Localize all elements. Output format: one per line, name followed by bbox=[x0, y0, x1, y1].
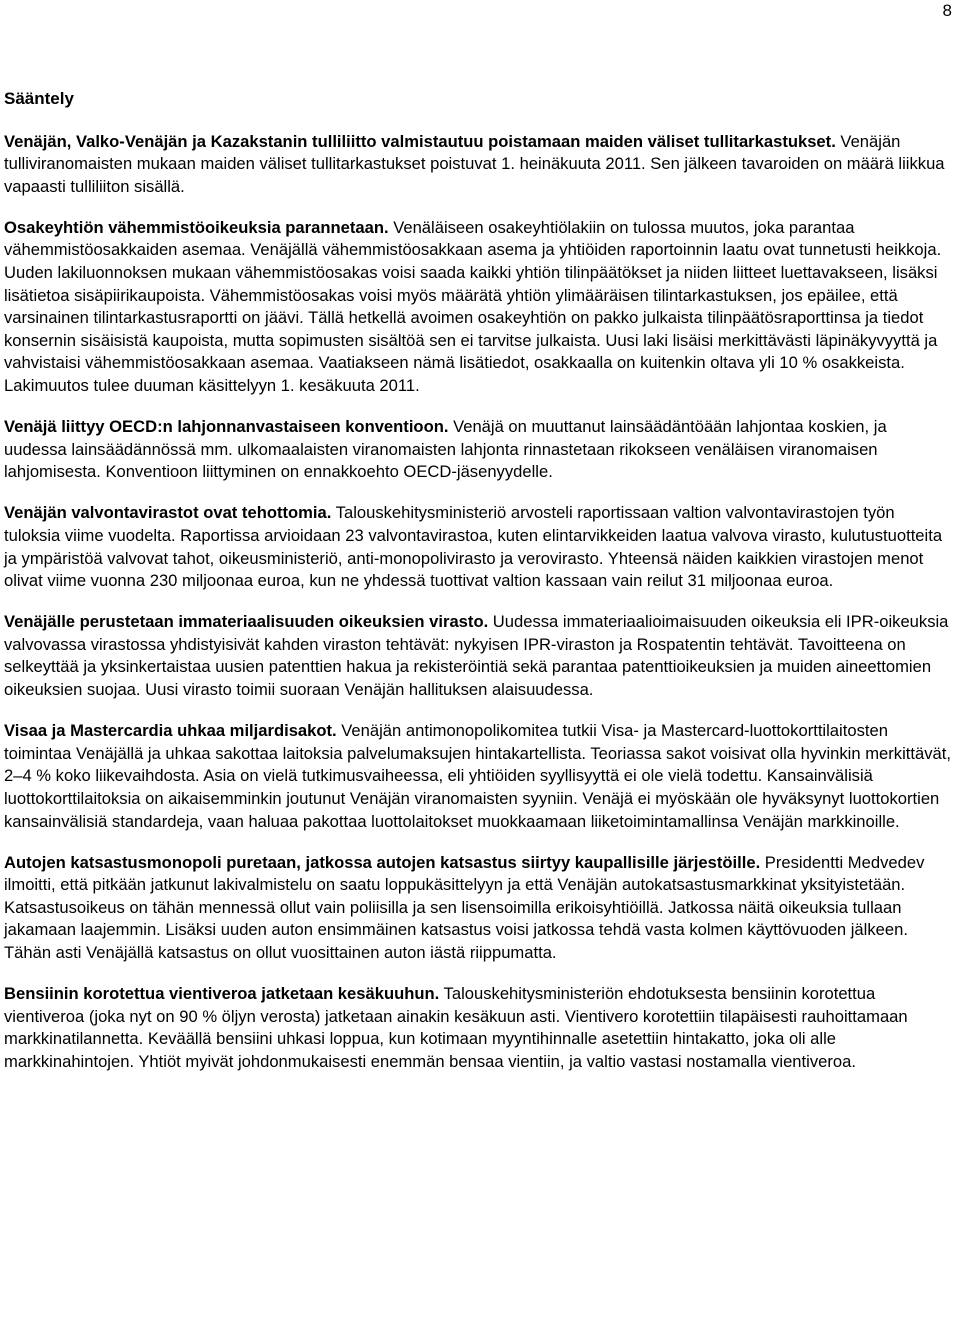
paragraph-body: Venäjän tulliviranomaisten mukaan maiden väliset tullitarkastukset poistuvat 1. heinäkuuta 2011. Sen jälkeen tavaroiden on määrä liikkua vapaasti tulliliiton sisällä. bbox=[4, 131, 945, 196]
paragraph-lead: Venäjän, Valko-Venäjän ja Kazakstanin tulliliitto valmistautuu poistamaan maiden väliset tullitarkastukset. bbox=[4, 131, 836, 151]
paragraph-customs-union bbox=[4, 131, 952, 199]
paragraph-body: Talouskehitysministeriön ehdotuksesta bensiinin korotettua vientiveroa (joka nyt on 90 % öljyn verosta) jatketaan ainakin kesäkuun asti. Vientivero korotettiin tilapäisesti rauhoittamaan markkinatilannetta. Keväällä bensiini uhkasi loppua, kun kotimaan myyntihinnalle asetettiin hintakatto, joka oli alle markkinahintojen. Yhtiöt myivät johdonmukaisesti enemmän bensaa vientiin, ja valtio vastasi nostamalla vientiveroa. bbox=[4, 984, 908, 1071]
paragraph-lead: Osakeyhtiön vähemmistöoikeuksia parannetaan. bbox=[4, 217, 389, 237]
page-number: 8 bbox=[942, 1, 952, 20]
paragraph-body: Talouskehitysministeriö arvosteli raportissaan valtion valvontavirastojen työn tuloksia viime vuodelta. Raportissa arvioidaan 23 valvontavirastoa, kuten elintarvikkeiden laatua valvova virasto, kulutustuotteita ja ympäristöä valvovat tahot, oikeusministeriö, anti-monopolivirasto ja verovirasto. Yhteensä näiden kaikkien virastojen menot olivat viime vuonna 230 miljoonaa euroa, kun ne yhdessä tuottivat valtion kassaan vain reilut 31 miljoonaa euroa. bbox=[4, 503, 943, 591]
document-body bbox=[4, 88, 952, 1092]
paragraph-lead: Venäjälle perustetaan immateriaalisuuden oikeuksien virasto. bbox=[4, 612, 489, 632]
paragraph-supervisory-agencies bbox=[4, 502, 952, 592]
paragraph-minority-rights bbox=[4, 217, 952, 398]
paragraph-ipr-agency bbox=[4, 611, 952, 701]
paragraph-oecd bbox=[4, 416, 952, 484]
paragraph-lead: Venäjän valvontavirastot ovat tehottomia. bbox=[4, 503, 332, 523]
paragraph-vehicle-inspection bbox=[4, 852, 952, 965]
paragraph-petrol-export-tax bbox=[4, 983, 952, 1073]
paragraph-body: Venäläiseen osakeyhtiölakiin on tulossa muutos, joka parantaa vähemmistöosakkaiden asemaa. Venäjällä vähemmistöosakkaan asema ja yhtiöiden raportoinnin laatu ovat tunnetusti heikkoja. Uuden lakiluonnoksen mukaan vähemmistöosakas voisi saada kaikki yhtiön tilinpäätökset ja niiden liitteet luettavakseen, lisäksi lisätietoa sisäpiirikaupoista. Vähemmistöosakas voisi myös määrätä yhtiön ylimääräisen tilintarkastuksen, jos epäilee, että varsinainen tilintarkastusraportti on jäävi. Tällä hetkellä avoimen osakeyhtiön on pakko julkaista tilinpäätösraporttinsa ja tiedot konsernin sisäisistä kaupoista, mutta sopimusten sisältöä sen ei tarvitse julkaista. Uusi laki lisäisi merkittävästi läpinäkyvyyttä ja vahvistaisi vähemmistöosakkaan asemaa. Vaatiakseen nämä lisätiedot, osakkaalla on kuitenkin oltava yli 10 % osakkeista. Lakimuutos tulee duuman käsittelyyn 1. kesäkuuta 2011. bbox=[4, 217, 942, 396]
paragraph-lead: Visaa ja Mastercardia uhkaa miljardisakot. bbox=[4, 721, 337, 741]
paragraph-body: Presidentti Medvedev ilmoitti, että pitkään jatkunut lakivalmistelu on saatu loppukäsittelyyn ja että Venäjän autokatsastusmarkkinat yksityistetään. Katsastusoikeus on tähän mennessä ollut vain poliisilla ja sen lisensoimilla erikoisyhtiöillä. Jatkossa näitä oikeuksia tullaan jakamaan laajemmin. Lisäksi uuden auton ensimmäinen katsastus voisi jatkossa tehdä vasta kolmen käyttövuoden jälkeen. Tähän asti Venäjällä katsastus on ollut vuosittainen auton iästä riippumatta. bbox=[4, 852, 925, 962]
paragraph-lead: Autojen katsastusmonopoli puretaan, jatkossa autojen katsastus siirtyy kaupallisille järjestöille. bbox=[4, 852, 761, 872]
paragraph-body: Uudessa immateriaalioimaisuuden oikeuksia eli IPR-oikeuksia valvovassa virastossa yhdistyisivät kahden viraston tehtävät: nykyisen IPR-viraston ja Rospatentin tehtävät. Tavoitteena on selkeyttää ja yksinkertaistaa uusien patenttien hakua ja rekisteröintiä sekä parantaa patenttioikeuksien ja muiden aineettomien oikeuksien suojaa. Uusi virasto toimii suoraan Venäjän hallituksen alaisuudessa. bbox=[4, 612, 949, 700]
paragraph-lead: Venäjä liittyy OECD:n lahjonnanvastaiseen konventioon. bbox=[4, 417, 449, 437]
paragraph-lead: Bensiinin korotettua vientiveroa jatketaan kesäkuuhun. bbox=[4, 984, 440, 1004]
paragraph-body: Venäjä on muuttanut lainsäädäntöään lahjontaa koskien, ja uudessa lainsäädännössä mm. ulkomaalaisten viranomaisten lahjonta rinnastetaan rikokseen venäläisen viranomaisen lahjomisesta. Konventioon liittyminen on ennakkoehto OECD-jäsenyydelle. bbox=[4, 417, 887, 482]
paragraph-visa-mastercard bbox=[4, 720, 952, 833]
section-title: Sääntely bbox=[4, 89, 74, 108]
paragraph-body: Venäjän antimonopolikomitea tutkii Visa- ja Mastercard-luottokorttilaitosten toimintaa Venäjällä ja uhkaa sakottaa laitoksia palvelumaksujen hintakartellista. Teoriassa sakot voisivat olla hyvinkin merkittävät, 2–4 % koko liikevaihdosta. Asia on vielä tutkimusvaiheessa, eli yhtiöiden syyllisyyttä ei ole vielä todettu. Kansainvälisiä luottokorttilaitoksia on aikaisemminkin joutunut Venäjän viranomaisten syyniin. Venäjä ei myöskään ole hyväksynyt luottokortien kansainvälisiä standardeja, vaan haluaa pakottaa luottolaitokset muokkaamaan liiketoimintamallinsa Venäjän markkinoille. bbox=[4, 721, 951, 831]
